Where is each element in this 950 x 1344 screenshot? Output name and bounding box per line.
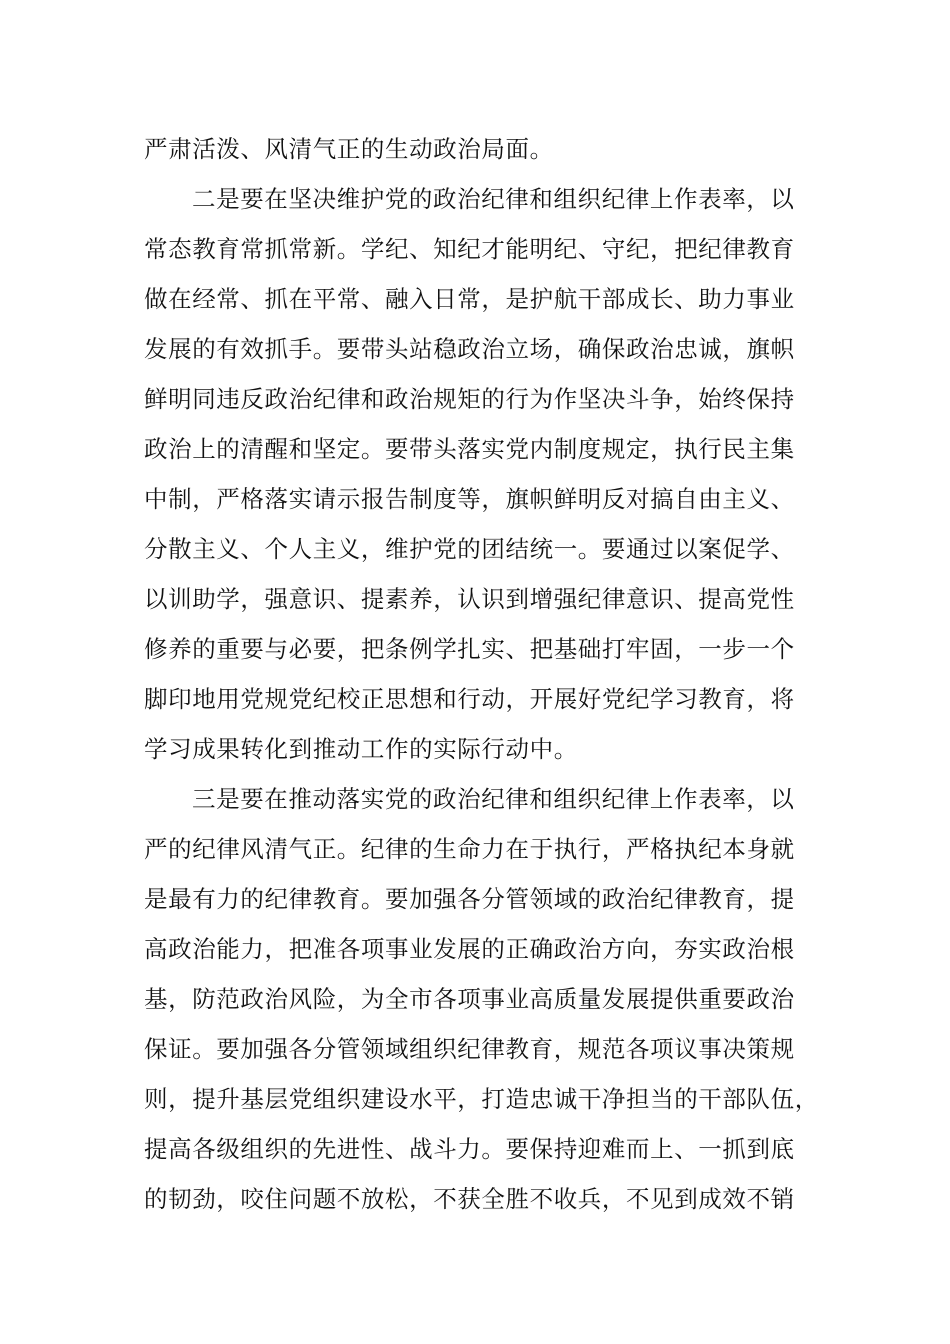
text-line: 基，防范政治风险，为全市各项事业高质量发展提供重要政治 <box>144 985 795 1013</box>
text-line: 政治上的清醒和坚定。要带头落实党内制度规定，执行民主集 <box>144 435 795 463</box>
text-line: 做在经常、抓在平常、融入日常，是护航干部成长、助力事业 <box>144 285 795 313</box>
text-line: 严的纪律风清气正。纪律的生命力在于执行，严格执纪本身就 <box>144 835 795 863</box>
text-line: 以训助学，强意识、提素养，认识到增强纪律意识、提高党性 <box>144 585 795 613</box>
text-line: 中制，严格落实请示报告制度等，旗帜鲜明反对搞自由主义、 <box>144 485 795 513</box>
text-line: 鲜明同违反政治纪律和政治规矩的行为作坚决斗争，始终保持 <box>144 385 795 413</box>
text-line: 保证。要加强各分管领域组织纪律教育，规范各项议事决策规 <box>144 1035 795 1063</box>
text-line: 脚印地用党规党纪校正思想和行动，开展好党纪学习教育，将 <box>144 685 795 713</box>
text-line: 分散主义、个人主义，维护党的团结统一。要通过以案促学、 <box>144 535 795 563</box>
text-line: 则，提升基层党组织建设水平，打造忠诚干净担当的干部队伍， <box>144 1085 819 1113</box>
paragraph-start-line: 二是要在坚决维护党的政治纪律和组织纪律上作表率，以 <box>192 185 795 213</box>
text-line: 发展的有效抓手。要带头站稳政治立场，确保政治忠诚，旗帜 <box>144 335 795 363</box>
body-text <box>144 124 819 1224</box>
text-line: 学习成果转化到推动工作的实际行动中。 <box>144 735 578 763</box>
text-line: 高政治能力，把准各项事业发展的正确政治方向，夯实政治根 <box>144 935 795 963</box>
text-line: 严肃活泼、风清气正的生动政治局面。 <box>144 135 554 163</box>
text-line: 常态教育常抓常新。学纪、知纪才能明纪、守纪，把纪律教育 <box>144 235 795 263</box>
text-line: 修养的重要与必要，把条例学扎实、把基础打牢固，一步一个 <box>144 635 795 663</box>
text-line: 提高各级组织的先进性、战斗力。要保持迎难而上、一抓到底 <box>144 1135 795 1163</box>
paragraph-start-line: 三是要在推动落实党的政治纪律和组织纪律上作表率，以 <box>192 785 795 813</box>
text-line: 是最有力的纪律教育。要加强各分管领域的政治纪律教育，提 <box>144 885 795 913</box>
text-line: 的韧劲，咬住问题不放松，不获全胜不收兵，不见到成效不销 <box>144 1185 795 1213</box>
